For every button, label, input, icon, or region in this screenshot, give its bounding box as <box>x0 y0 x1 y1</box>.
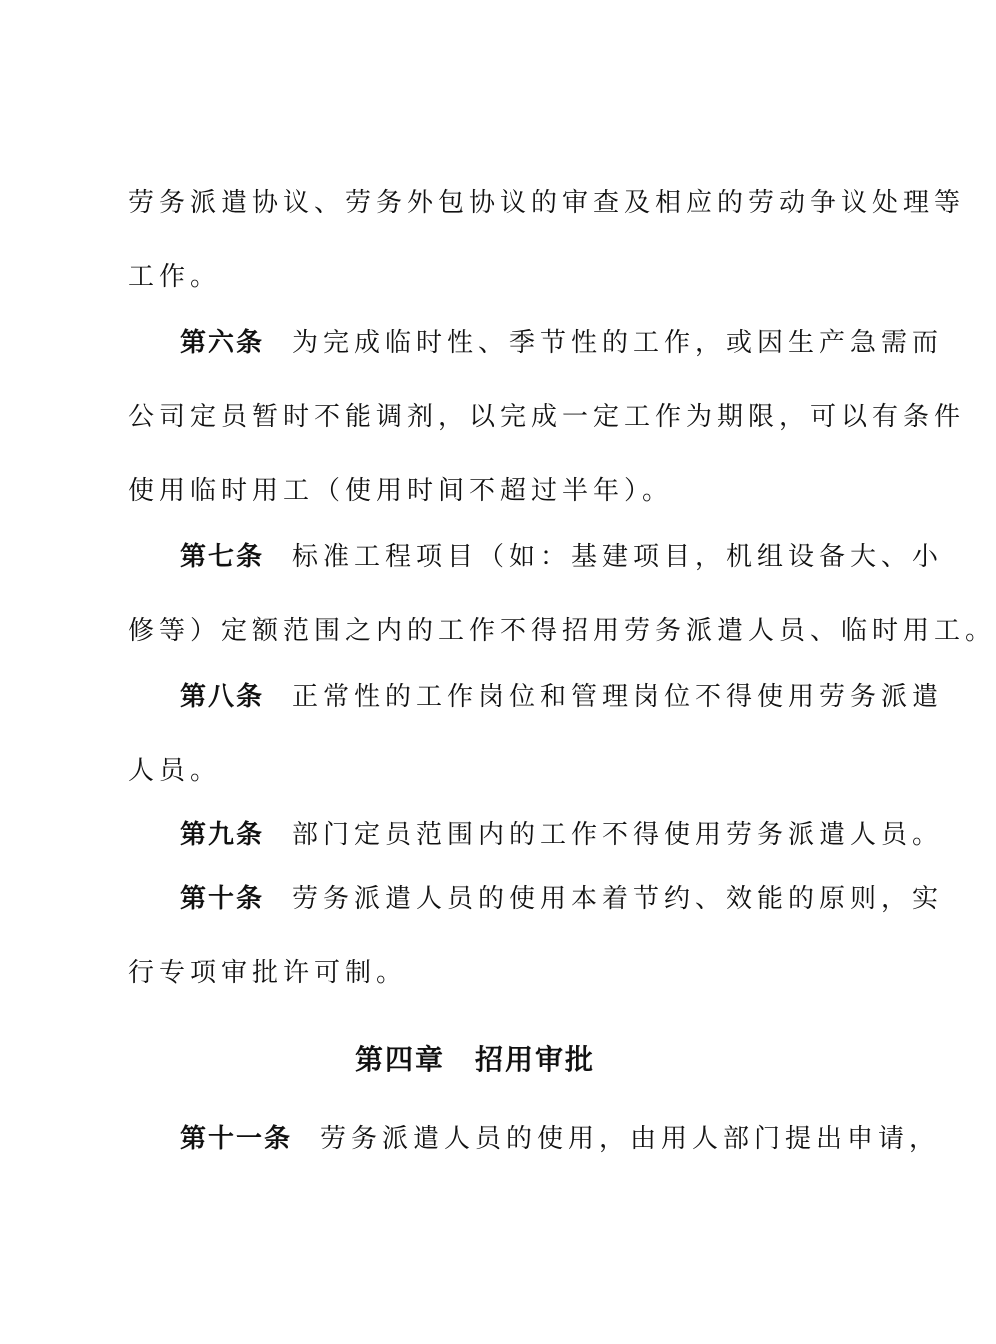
article-11-label: 第十一条 <box>180 1124 293 1154</box>
article-8-first-line <box>180 680 944 714</box>
article-7-text-2: 修等）定额范围之内的工作不得招用劳务派遣人员、临时用工。 <box>128 616 996 646</box>
article-7-label: 第七条 <box>180 542 265 572</box>
article-9-label: 第九条 <box>180 820 265 850</box>
continuation-line-1: 劳务派遣协议、劳务外包协议的审查及相应的劳动争议处理等 <box>128 188 966 218</box>
article-11-text-1: 劳务派遣人员的使用，由用人部门提出申请， <box>320 1124 941 1154</box>
article-8-text-1: 正常性的工作岗位和管理岗位不得使用劳务派遣 <box>292 682 944 712</box>
article-7-first-line <box>180 540 944 574</box>
article-6-text-3: 使用临时用工（使用时间不超过半年）。 <box>128 476 674 506</box>
article-7-text-1: 标准工程项目（如：基建项目，机组设备大、小 <box>292 542 944 572</box>
chapter-title: 招用审批 <box>475 1043 596 1076</box>
article-10-first-line <box>180 882 944 916</box>
chapter-heading <box>0 1042 950 1078</box>
article-6-first-line <box>180 326 944 360</box>
article-10-text-2: 行专项审批许可制。 <box>128 958 408 988</box>
article-9-text-1: 部门定员范围内的工作不得使用劳务派遣人员。 <box>292 820 944 850</box>
article-8-text-2: 人员。 <box>128 756 222 786</box>
article-8-label: 第八条 <box>180 682 265 712</box>
article-6-label: 第六条 <box>180 328 265 358</box>
article-9-first-line <box>180 818 944 852</box>
article-10-text-1: 劳务派遣人员的使用本着节约、效能的原则，实 <box>292 884 944 914</box>
chapter-number: 第四章 <box>354 1043 445 1076</box>
continuation-line-2: 工作。 <box>128 262 222 292</box>
article-11-first-line <box>180 1122 941 1156</box>
article-6-text-1: 为完成临时性、季节性的工作，或因生产急需而 <box>292 328 944 358</box>
article-10-label: 第十条 <box>180 884 265 914</box>
article-6-text-2: 公司定员暂时不能调剂，以完成一定工作为期限，可以有条件 <box>128 402 966 432</box>
